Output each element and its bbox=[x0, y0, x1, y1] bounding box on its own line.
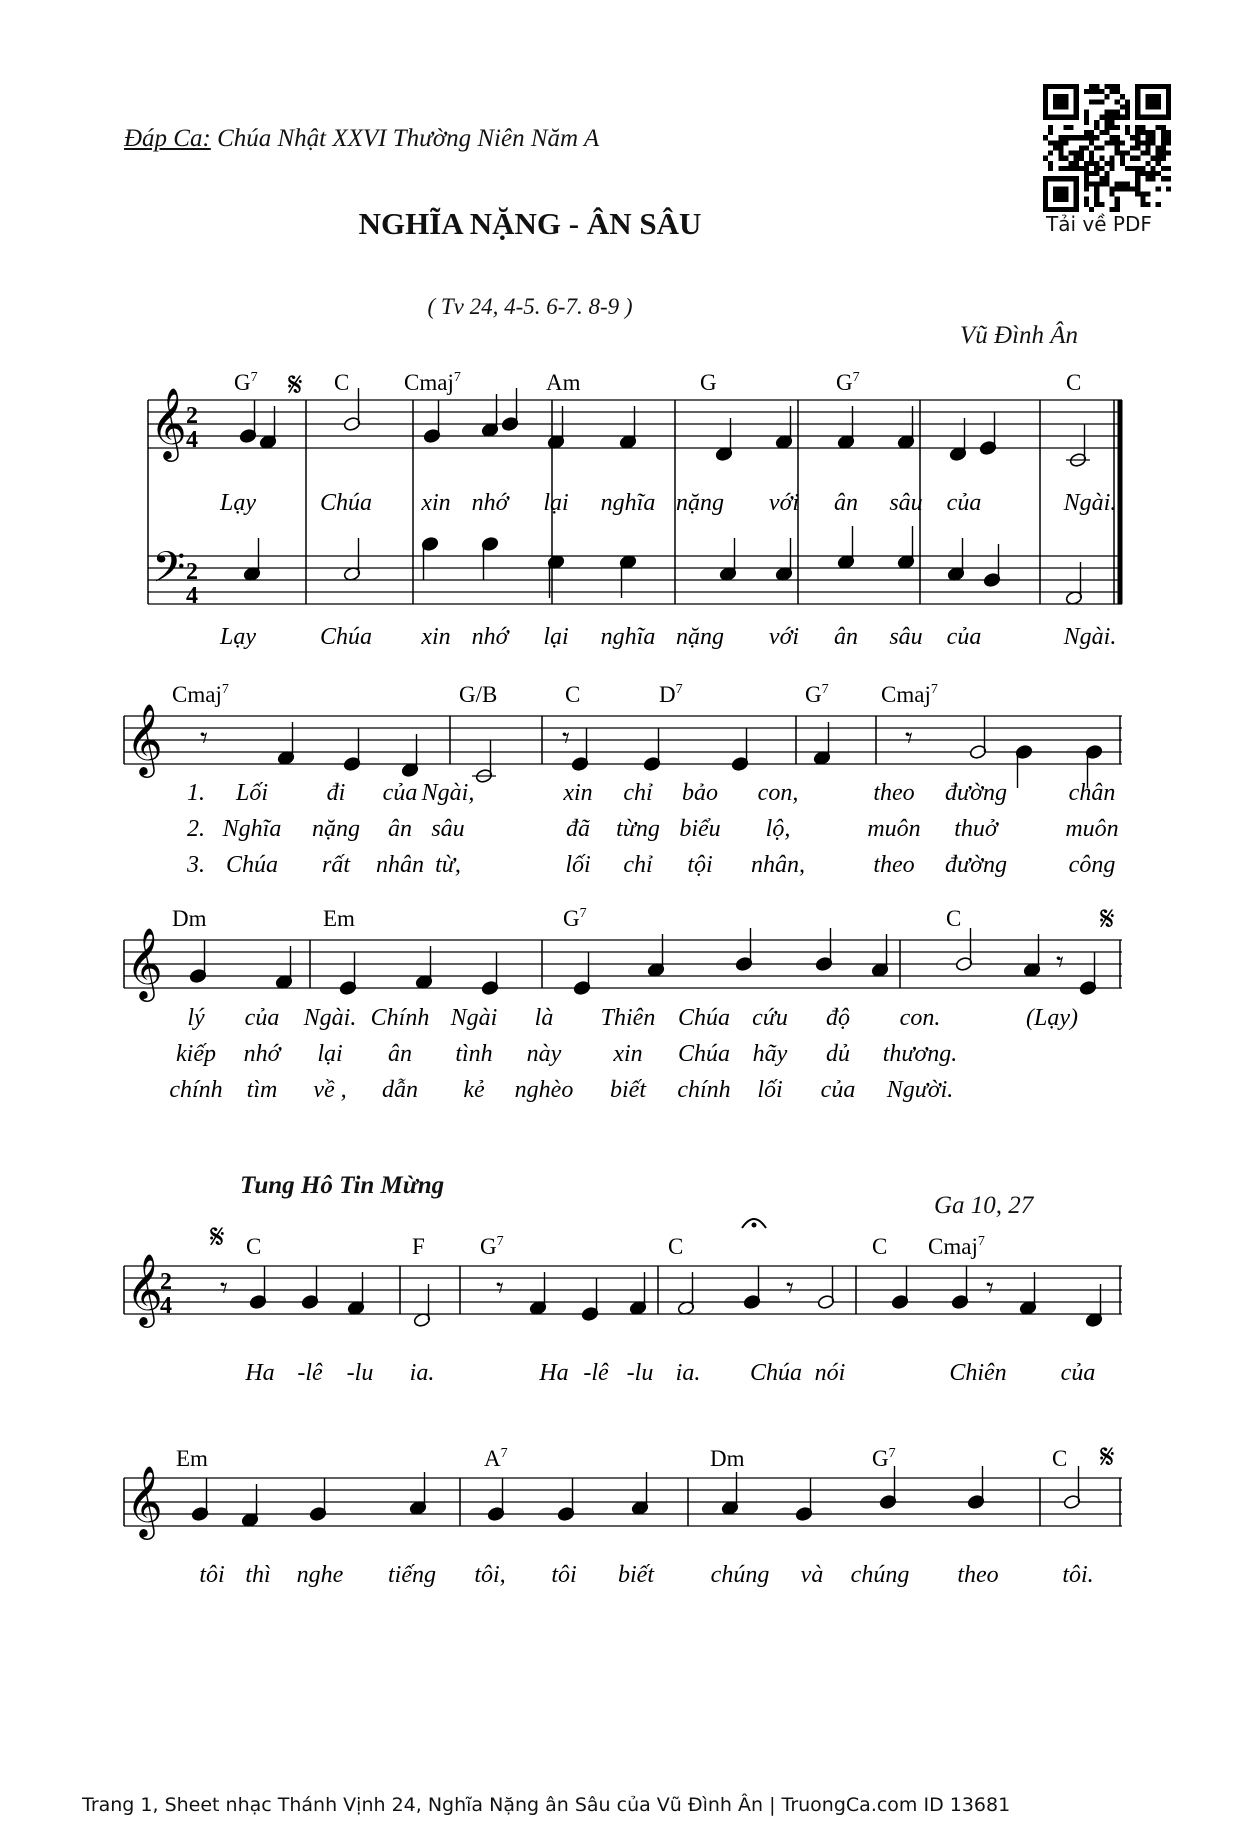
treble-clef-icon: 𝄞 bbox=[126, 926, 163, 999]
bass-clef-icon: 𝄢 bbox=[152, 543, 186, 603]
refrain-lyric-bass: của bbox=[946, 624, 982, 650]
verse-lyric-line2: kiếp bbox=[176, 1041, 216, 1067]
refrain-chord: C bbox=[334, 370, 350, 395]
refrain-lyric-bass: nhớ bbox=[471, 624, 509, 650]
verse-chord-line1: Cmaj$^7$ bbox=[172, 682, 229, 707]
verse-lyric-line1: chỉ bbox=[623, 780, 653, 806]
verse-lyric-line1: theo bbox=[873, 780, 915, 806]
verse-lyric-line2: Chúa bbox=[677, 1041, 731, 1067]
verse-lyric-line1: nhân bbox=[376, 852, 424, 878]
psalm-reference: ( Tv 24, 4-5. 6-7. 8-9 ) bbox=[427, 294, 633, 319]
verse-lyric-line1: biểu bbox=[679, 816, 721, 842]
eighth-rest-icon: 𝄾 bbox=[1056, 945, 1064, 980]
treble-clef-icon: 𝄞 bbox=[150, 386, 187, 459]
refrain-lyric-treble: nghĩa bbox=[600, 490, 656, 516]
refrain-lyric-treble: với bbox=[768, 490, 800, 516]
acclamation-lyric-line2: theo bbox=[957, 1562, 999, 1588]
verse-lyric-line2: chính bbox=[169, 1077, 223, 1103]
verse-lyric-line1: đường bbox=[945, 852, 1007, 878]
verse-lyric-line1: đi bbox=[326, 780, 346, 806]
verse-staff-2 bbox=[124, 940, 1122, 988]
acclamation-chord-line1: C bbox=[668, 1234, 684, 1259]
acclamation-chord-line2: C bbox=[1052, 1446, 1068, 1471]
time-signature-bottom: 4 bbox=[186, 583, 198, 609]
verse-lyric-line2: biết bbox=[610, 1077, 646, 1103]
acclamation-lyric-line1: ia. bbox=[675, 1360, 701, 1386]
verse-lyric-line2: lại bbox=[317, 1041, 343, 1067]
segno-icon: 𝄋 bbox=[288, 365, 303, 405]
verse-lyric-line2: của bbox=[244, 1005, 280, 1031]
verse-lyric-line2: về , bbox=[313, 1077, 347, 1103]
gospel-reference: Ga 10, 27 bbox=[934, 1192, 1034, 1219]
acclamation-lyric-line2: chúng bbox=[710, 1562, 770, 1588]
refrain-lyric-bass: nặng bbox=[676, 624, 724, 650]
refrain-lyric-bass: với bbox=[768, 624, 800, 650]
verse-lyric-line1: nặng bbox=[312, 816, 360, 842]
verse-lyric-line2: Chúa bbox=[677, 1005, 731, 1031]
refrain-lyric-bass: nghĩa bbox=[600, 624, 656, 650]
eighth-rest-icon: 𝄾 bbox=[786, 1271, 794, 1306]
eighth-rest-icon: 𝄾 bbox=[496, 1271, 504, 1306]
verse-lyric-line1: chỉ bbox=[623, 852, 653, 878]
acclamation-lyric-line2: thì bbox=[245, 1562, 271, 1588]
verse-lyric-line2: (Lạy) bbox=[1026, 1005, 1078, 1031]
verse-lyric-line2: nhớ bbox=[243, 1041, 281, 1067]
refrain-lyric-treble: nặng bbox=[676, 490, 724, 516]
acclamation-lyric-line2: tiếng bbox=[388, 1562, 436, 1588]
verse-chord-line2: Dm bbox=[172, 906, 207, 931]
verse-lyric-line1: lộ, bbox=[765, 816, 791, 842]
refrain-lyric-treble: sâu bbox=[889, 490, 923, 516]
verse-lyric-line1: Lối bbox=[235, 780, 269, 806]
verse-lyric-line1: 2. bbox=[187, 816, 205, 842]
verse-lyric-line1: theo bbox=[873, 852, 915, 878]
acclamation-lyric-line2: tôi, bbox=[474, 1562, 506, 1588]
verse-lyric-line2: lý bbox=[187, 1005, 205, 1031]
refrain-lyric-treble: lại bbox=[543, 490, 569, 516]
acclamation-lyric-line1: -lu bbox=[626, 1360, 654, 1386]
verse-lyric-line1: muôn bbox=[867, 816, 921, 842]
time-signature-top: 2 bbox=[186, 559, 198, 585]
verse-lyric-line2: tìm bbox=[246, 1077, 278, 1103]
time-signature-top: 2 bbox=[160, 1269, 172, 1295]
verse-chord-line2: Em bbox=[323, 906, 355, 931]
verse-lyric-line2: chính bbox=[677, 1077, 731, 1103]
verse-lyric-line2: Ngài bbox=[450, 1005, 498, 1031]
eighth-rest-icon: 𝄾 bbox=[220, 1271, 228, 1306]
verse-chord-line1: Cmaj$^7$ bbox=[881, 682, 938, 707]
verse-lyric-line1: 3. bbox=[187, 852, 205, 878]
verse-lyric-line2: cứu bbox=[752, 1005, 788, 1031]
acclamation-chord-line1: F bbox=[412, 1234, 425, 1259]
acclamation-lyric-line1: -lu bbox=[346, 1360, 374, 1386]
time-signature-bottom: 4 bbox=[160, 1293, 172, 1319]
acclamation-chord-line2: Dm bbox=[710, 1446, 745, 1471]
acclamation-lyric-line1: của bbox=[1060, 1360, 1096, 1386]
refrain-chord: Am bbox=[546, 370, 581, 395]
refrain-chord: C bbox=[1066, 370, 1082, 395]
verse-lyric-line1: thuở bbox=[954, 816, 998, 842]
verse-lyric-line1: rất bbox=[321, 852, 351, 878]
verse-lyric-line1: công bbox=[1068, 852, 1116, 878]
segno-icon: 𝄋 bbox=[1100, 1437, 1115, 1477]
acclamation-lyric-line1: Ha bbox=[539, 1360, 569, 1386]
acclamation-staff-1 bbox=[124, 1266, 1122, 1314]
verse-lyric-line2: hãy bbox=[752, 1041, 788, 1067]
refrain-lyric-bass: Ngài. bbox=[1063, 624, 1117, 650]
verse-lyric-line2: con. bbox=[899, 1005, 941, 1031]
fermata-dot bbox=[752, 1223, 757, 1228]
acclamation-chord-line1: Cmaj$^7$ bbox=[928, 1234, 985, 1259]
refrain-lyric-treble: Ngài. bbox=[1063, 490, 1117, 516]
verse-lyric-line2: dủ bbox=[826, 1041, 850, 1067]
acclamation-lyric-line1: Chúa bbox=[749, 1360, 803, 1386]
verse-lyric-line1: muôn bbox=[1065, 816, 1119, 842]
acclamation-lyric-line1: nói bbox=[814, 1360, 846, 1386]
time-signature-top: 2 bbox=[186, 403, 198, 429]
acclamation-lyric-line2: tôi bbox=[199, 1562, 225, 1588]
verse-lyric-line1: 1. bbox=[187, 780, 205, 806]
verse-lyric-line2: dẫn bbox=[382, 1077, 418, 1103]
verse-lyric-line2: Thiên bbox=[600, 1005, 656, 1031]
dap-ca-label: Đáp Ca: bbox=[124, 125, 211, 152]
refrain-lyric-treble: Lạy bbox=[220, 490, 256, 516]
acclamation-heading: Tung Hô Tin Mừng bbox=[240, 1172, 445, 1199]
acclamation-lyric-line2: tôi bbox=[551, 1562, 577, 1588]
acclamation-lyric-line1: Chiên bbox=[949, 1360, 1007, 1386]
eighth-rest-icon: 𝄾 bbox=[986, 1271, 994, 1306]
refrain-lyric-bass: xin bbox=[421, 624, 451, 650]
refrain-lyric-treble: xin bbox=[421, 490, 451, 516]
acclamation-chord-line2: Em bbox=[176, 1446, 208, 1471]
acclamation-chord-line1: C bbox=[246, 1234, 262, 1259]
verse-lyric-line2: của bbox=[820, 1077, 856, 1103]
verse-chord-line1: G/B bbox=[459, 682, 498, 707]
occasion-text: Chúa Nhật XXVI Thường Niên Năm A bbox=[217, 125, 600, 152]
acclamation-chord-line2: $A^7$ bbox=[484, 1446, 508, 1471]
page-footer: Trang 1, Sheet nhạc Thánh Vịnh 24, Nghĩa Nặng ân Sâu của Vũ Đình Ân | TruongCa.com ID 13681 bbox=[82, 1794, 1011, 1816]
verse-chord-line1: $G^7$ bbox=[805, 682, 829, 707]
acclamation-lyric-line2: chúng bbox=[850, 1562, 910, 1588]
verse-lyric-line1: từng bbox=[616, 816, 660, 842]
verse-lyric-line1: tội bbox=[687, 852, 713, 878]
refrain-lyric-bass: Chúa bbox=[319, 624, 373, 650]
eighth-rest-icon: 𝄾 bbox=[905, 721, 913, 756]
acclamation-chord-line1: $G^7$ bbox=[480, 1234, 504, 1259]
refrain-lyric-treble: ân bbox=[834, 490, 858, 516]
refrain-lyric-bass: Lạy bbox=[220, 624, 256, 650]
verse-chord-line1: $D^7$ bbox=[659, 682, 683, 707]
refrain-chord: G bbox=[700, 370, 717, 395]
refrain-lyric-treble: nhớ bbox=[471, 490, 509, 516]
acclamation-lyric-line2: và bbox=[800, 1562, 824, 1588]
refrain-lyric-bass: sâu bbox=[889, 624, 923, 650]
verse-lyric-line2: này bbox=[526, 1041, 562, 1067]
verse-lyric-line2: kẻ bbox=[463, 1077, 485, 1103]
verse-lyric-line1: Chúa bbox=[225, 852, 279, 878]
song-title: NGHĨA NẶNG - ÂN SÂU bbox=[358, 206, 702, 241]
verse-lyric-line1: xin bbox=[563, 780, 593, 806]
verse-lyric-line2: là bbox=[534, 1005, 554, 1031]
verse-lyric-line1: chân bbox=[1068, 780, 1116, 806]
verse-lyric-line1: sâu bbox=[431, 816, 465, 842]
eighth-rest-icon: 𝄾 bbox=[200, 721, 208, 756]
verse-lyric-line1: ân bbox=[388, 816, 412, 842]
download-pdf-label[interactable]: Tải về PDF bbox=[1046, 212, 1152, 236]
acclamation-chord-line2: $G^7$ bbox=[872, 1446, 896, 1471]
composer-name: Vũ Đình Ân bbox=[960, 322, 1079, 349]
refrain-chord: $G^7$ bbox=[234, 370, 258, 395]
verse-lyric-line1: của bbox=[382, 780, 418, 806]
verse-lyric-line1: lối bbox=[565, 852, 591, 878]
segno-icon: 𝄋 bbox=[1100, 899, 1115, 939]
eighth-rest-icon: 𝄾 bbox=[562, 721, 570, 756]
verse-lyric-line1: từ, bbox=[435, 852, 461, 878]
treble-clef-icon: 𝄞 bbox=[126, 1464, 163, 1537]
verse-lyric-line2: lối bbox=[757, 1077, 783, 1103]
verse-chord-line2: $G^7$ bbox=[563, 906, 587, 931]
verse-lyric-line2: độ bbox=[826, 1005, 850, 1031]
acclamation-lyric-line2: nghe bbox=[296, 1562, 344, 1588]
verse-lyric-line1: con, bbox=[757, 780, 799, 806]
refrain-lyric-treble: của bbox=[946, 490, 982, 516]
verse-lyric-line1: Ngài, bbox=[421, 780, 475, 806]
acclamation-lyric-line2: tôi. bbox=[1062, 1562, 1094, 1588]
refrain-chord: $G^7$ bbox=[836, 370, 860, 395]
verse-chord-line1: C bbox=[565, 682, 581, 707]
verse-lyric-line1: đã bbox=[566, 816, 590, 842]
verse-lyric-line2: Ngài. bbox=[303, 1005, 357, 1031]
verse-chord-line2: C bbox=[946, 906, 962, 931]
verse-lyric-line1: Nghĩa bbox=[222, 816, 282, 842]
refrain-chord: Cmaj$^7$ bbox=[404, 370, 461, 395]
refrain-lyric-treble: Chúa bbox=[319, 490, 373, 516]
verse-lyric-line2: Người. bbox=[886, 1077, 954, 1103]
verse-lyric-line1: đường bbox=[945, 780, 1007, 806]
verse-lyric-line2: Chính bbox=[370, 1005, 430, 1031]
treble-clef-icon: 𝄞 bbox=[126, 702, 163, 775]
acclamation-lyric-line1: -lê bbox=[583, 1360, 609, 1386]
time-signature-bottom: 4 bbox=[186, 427, 198, 453]
refrain-lyric-bass: ân bbox=[834, 624, 858, 650]
verse-lyric-line2: ân bbox=[388, 1041, 412, 1067]
acclamation-chord-line1: C bbox=[872, 1234, 888, 1259]
verse-lyric-line2: tình bbox=[455, 1041, 493, 1067]
acclamation-lyric-line1: ia. bbox=[409, 1360, 435, 1386]
verse-lyric-line2: thương. bbox=[882, 1041, 958, 1067]
acclamation-lyric-line1: -lê bbox=[297, 1360, 323, 1386]
verse-lyric-line2: nghèo bbox=[514, 1077, 574, 1103]
acclamation-lyric-line2: biết bbox=[618, 1562, 654, 1588]
treble-clef-icon: 𝄞 bbox=[126, 1252, 163, 1325]
segno-icon: 𝄋 bbox=[210, 1217, 225, 1257]
verse-lyric-line1: nhân, bbox=[751, 852, 805, 878]
verse-lyric-line2: xin bbox=[613, 1041, 643, 1067]
verse-lyric-line1: bảo bbox=[682, 780, 718, 806]
refrain-lyric-bass: lại bbox=[543, 624, 569, 650]
acclamation-lyric-line1: Ha bbox=[245, 1360, 275, 1386]
